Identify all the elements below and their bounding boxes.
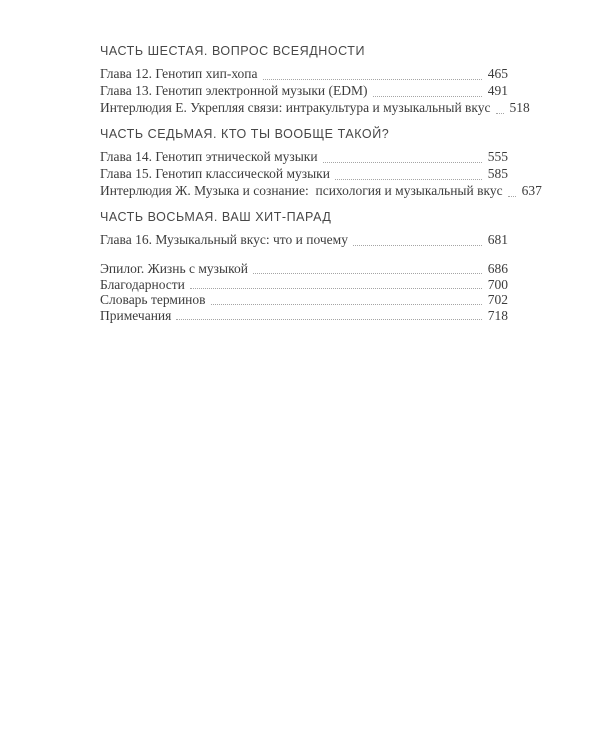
toc-entry-page-number: 585	[487, 166, 508, 181]
part-header: ЧАСТЬ СЕДЬМАЯ. КТО ТЫ ВООБЩЕ ТАКОЙ?	[100, 127, 390, 141]
toc-entry-title: Словарь терминов	[100, 292, 206, 307]
toc-entry-title: Глава 15. Генотип классической музыки	[100, 166, 330, 181]
toc-entry	[100, 83, 508, 100]
toc-entry-title: Интерлюдия Ж. Музыка и сознание: психология и музыкальный вкус	[100, 183, 503, 198]
toc-entry-page-number: 555	[487, 149, 508, 164]
toc-entry	[100, 308, 508, 324]
toc-entry	[100, 261, 508, 277]
part-header: ЧАСТЬ ВОСЬМАЯ. ВАШ ХИТ-ПАРАД	[100, 210, 332, 224]
toc-entry-title: Глава 14. Генотип этнической музыки	[100, 149, 318, 164]
toc-entry-title: Интерлюдия Е. Укрепляя связи: интракультура и музыкальный вкус	[100, 100, 491, 115]
dot-leader	[323, 162, 482, 163]
toc-entry-page-number: 518	[509, 100, 530, 115]
toc-entry	[100, 149, 508, 166]
toc-section-part-six	[100, 44, 530, 117]
toc-entry-title: Глава 13. Генотип электронной музыки (EDM)	[100, 83, 368, 98]
toc-entry	[100, 66, 508, 83]
dot-leader	[263, 79, 482, 80]
dot-leader	[253, 273, 482, 274]
toc-backmatter	[100, 261, 508, 323]
dot-leader	[190, 288, 482, 289]
dot-leader	[496, 113, 504, 114]
toc-entry	[100, 292, 508, 308]
toc-entry-page-number: 702	[487, 292, 508, 307]
toc-entry	[100, 166, 508, 183]
toc-entry-page-number: 700	[487, 276, 508, 292]
part-header: ЧАСТЬ ШЕСТАЯ. ВОПРОС ВСЕЯДНОСТИ	[100, 44, 365, 58]
toc-entry-page-number: 637	[521, 183, 542, 198]
table-of-contents	[100, 44, 542, 323]
dot-leader	[353, 245, 482, 246]
toc-entry-title: Глава 16. Музыкальный вкус: что и почему	[100, 232, 348, 247]
toc-entry	[100, 232, 508, 249]
dot-leader	[335, 179, 482, 180]
toc-entry-title: Эпилог. Жизнь с музыкой	[100, 261, 248, 276]
toc-entry-page-number: 491	[487, 83, 508, 98]
dot-leader	[373, 96, 482, 97]
toc-entry-title: Благодарности	[100, 276, 185, 292]
toc-entry-title: Примечания	[100, 307, 172, 323]
dot-leader	[176, 319, 481, 320]
toc-entry-page-number: 686	[487, 261, 508, 276]
dot-leader	[508, 196, 516, 197]
toc-entry-page-number: 718	[487, 307, 508, 323]
toc-section-part-eight	[100, 210, 508, 249]
dot-leader	[211, 304, 482, 305]
toc-entry	[100, 100, 530, 117]
toc-entry-page-number: 465	[487, 66, 508, 81]
toc-section-part-seven	[100, 127, 542, 200]
toc-entry	[100, 183, 542, 200]
toc-entry-title: Глава 12. Генотип хип-хопа	[100, 66, 258, 81]
toc-entry	[100, 277, 508, 293]
toc-entry-page-number: 681	[487, 232, 508, 247]
